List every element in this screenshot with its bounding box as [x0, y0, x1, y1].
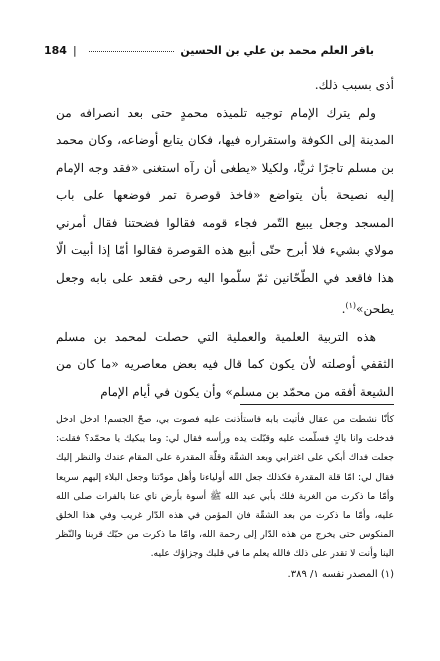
page-number: 184: [44, 43, 67, 57]
footnotes-section: [56, 410, 394, 584]
paragraph-3: [56, 324, 394, 407]
paragraph-2-text: ولم يترك الإمام توجيه تلميذه محمدٍ حتى بعد انصرافه من المدينة إلى الكوفة واستقراره فيها، فكان يتابع أوضاعه، وكان محمد بن مسلم تاجرًا ثريًّا، ولكيلا «يطغى أن رآه استغنى «فقد وجه الإمام إليه نصيحة بأن يتواضع «فاخذ قوصرة تمر فوضعها على باب المسجد وجعل يبيع التّمر فجاء قومه فقالوا فضحتنا فقال أمرني مولاي بشيء فلا أبرح حتّى أبيع هذه القوصرة فقالوا أمّا إذا أبيت الّا هذا فاقعد في الطّحّانين ثمّ سلّموا اليه رحى فقعد على بابه وجعل يطحن»: [56, 105, 394, 317]
footnote-marker[interactable]: (١): [345, 301, 356, 310]
footnote-continuation: كأنّا نشطت من عقال فأتيت بابه فاستأذنت عليه فصوت بي، صحّ الجسم! ادخل ادخل فدخلت وانا باكٍ فسلّمت عليه وقبّلت يده ورأسه فقال لي: وما يبكيك يا محمّد؟ فقلت: جعلت فداك أبكي على اغترابي وبعد الشقّة وقلّة المقدرة على المقام عندك والنظر إليك فقال لي: امّا قلة المقدرة فكذلك جعل الله أولياءنا وأهل مودّتنا وجعل البلاء إليهم سريعا وأمّا ما ذكرت من الغربة فلك بأبي عبد الله ﷺ أسوة بأرض ناي عنا بالفرات صلى الله عليه، وأمّا ما ذكرت من بعد الشقّة فان المؤمن في هذه الدّار غريب وفي هذا الخلق المنكوس حتى يخرج من هذه الدّار إلى رحمة الله، وامّا ما ذكرت من حبّك قربنا والنّظر الينا وأنت لا تقدر على ذلك فالله يعلم ما في قلبك وجزاؤك عليه.: [56, 414, 394, 560]
main-text: [56, 72, 394, 406]
header-separator: |: [72, 43, 77, 57]
paragraph-2-end: .: [341, 302, 346, 317]
footnote-reference: (١) المصدر نفسه ١/ ٣٨٩.: [287, 568, 394, 580]
paragraph-3-text: هذه التربية العلمية والعملية التي حصلت لمحمد بن مسلم الثقفي أوصلته لأن يكون كما قال فيه بعض معاصريه «ما كان من الشيعة أفقه من محمّد بن مسلم» وأن يكون في أيام الإمام: [56, 329, 394, 399]
paragraph-2: [56, 100, 394, 324]
header-dotted-leader: [89, 43, 175, 52]
book-title: باقر العلم محمد بن علي بن الحسين: [180, 43, 374, 57]
page-header: [44, 40, 374, 60]
footnote-divider: [240, 404, 394, 405]
paragraph-1-text: أذى بسبب ذلك.: [314, 78, 394, 92]
paragraph-1: [56, 72, 394, 100]
